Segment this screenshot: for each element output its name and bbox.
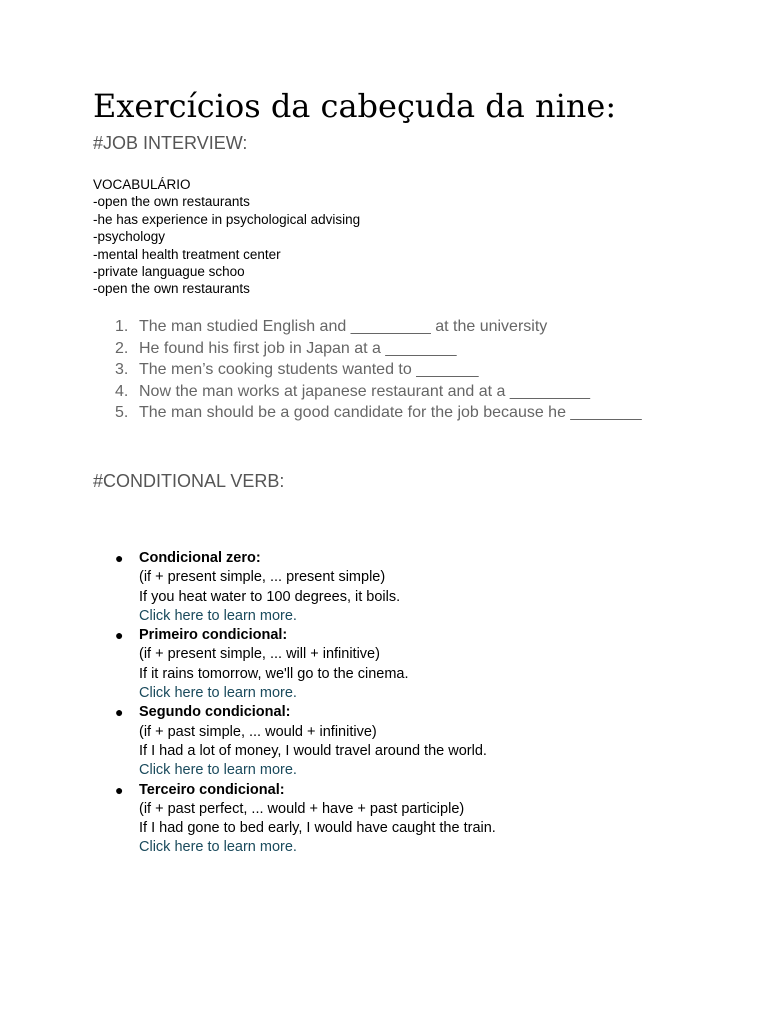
learn-more-link[interactable]: Click here to learn more. — [139, 762, 297, 779]
conditional-example: If it rains tomorrow, we'll go to the cinema. — [139, 665, 409, 682]
conditional-name: Primeiro condicional: — [139, 627, 288, 644]
bullet-icon: ● — [115, 550, 124, 566]
question-text: The men’s cooking students wanted to _______ — [139, 361, 479, 379]
question-item — [93, 316, 653, 338]
question-number: 2. — [115, 339, 129, 357]
question-number: 5. — [115, 404, 129, 422]
question-text: Now the man works at japanese restaurant and at a _________ — [139, 382, 590, 400]
question-number: 3. — [115, 361, 129, 379]
conditional-example: If I had gone to bed early, I would have caught the train. — [139, 820, 496, 837]
vocabulary-item: -open the own restaurants — [93, 194, 250, 210]
vocabulary-item: -open the own restaurants — [93, 281, 250, 297]
vocabulary-heading: VOCABULÁRIO — [93, 177, 191, 192]
conditional-name: Segundo condicional: — [139, 704, 291, 721]
vocabulary-item: -he has experience in psychological advising — [93, 211, 361, 227]
conditional-example: If you heat water to 100 degrees, it boils. — [139, 588, 401, 605]
question-item — [93, 338, 653, 360]
conditional-name: Terceiro condicional: — [139, 781, 285, 798]
question-text: The man should be a good candidate for the job because he ________ — [139, 404, 642, 422]
job-interview-heading: #JOB INTERVIEW: — [93, 133, 248, 153]
conditional-formula: (if + past simple, ... would + infinitive) — [139, 723, 377, 740]
question-number: 1. — [115, 318, 129, 335]
learn-more-link[interactable]: Click here to learn more. — [139, 685, 297, 702]
conditional-name: Condicional zero: — [139, 550, 261, 566]
question-text: He found his first job in Japan at a ________ — [139, 339, 457, 357]
conditional-formula: (if + present simple, ... will + infinitive) — [139, 646, 380, 663]
conditional-formula: (if + past perfect, ... would + have + past participle) — [139, 800, 465, 817]
question-item — [93, 381, 653, 403]
question-text: The man studied English and _________ at the university — [139, 318, 548, 335]
conditional-item — [93, 703, 653, 780]
vocabulary-item: -private languague schoo — [93, 264, 245, 280]
bullet-icon: ● — [115, 781, 124, 798]
question-number: 4. — [115, 382, 129, 400]
conditional-item — [93, 549, 653, 626]
learn-more-link[interactable]: Click here to learn more. — [139, 839, 297, 856]
vocabulary-section — [93, 176, 360, 298]
question-list — [93, 316, 653, 424]
conditional-verb-heading: #CONDITIONAL VERB: — [93, 471, 285, 491]
conditional-item — [93, 781, 653, 858]
conditional-list — [93, 549, 653, 858]
bullet-icon: ● — [115, 627, 124, 644]
bullet-icon: ● — [115, 704, 124, 721]
question-item — [93, 402, 653, 424]
conditional-formula: (if + present simple, ... present simple) — [139, 569, 386, 586]
vocabulary-item: -psychology — [93, 229, 166, 245]
page-title: Exercícios da cabeçuda da nine: — [93, 87, 617, 125]
question-item — [93, 359, 653, 381]
vocabulary-item: -mental health treatment center — [93, 246, 281, 262]
learn-more-link[interactable]: Click here to learn more. — [139, 607, 297, 624]
conditional-item — [93, 626, 653, 703]
conditional-example: If I had a lot of money, I would travel around the world. — [139, 742, 487, 759]
